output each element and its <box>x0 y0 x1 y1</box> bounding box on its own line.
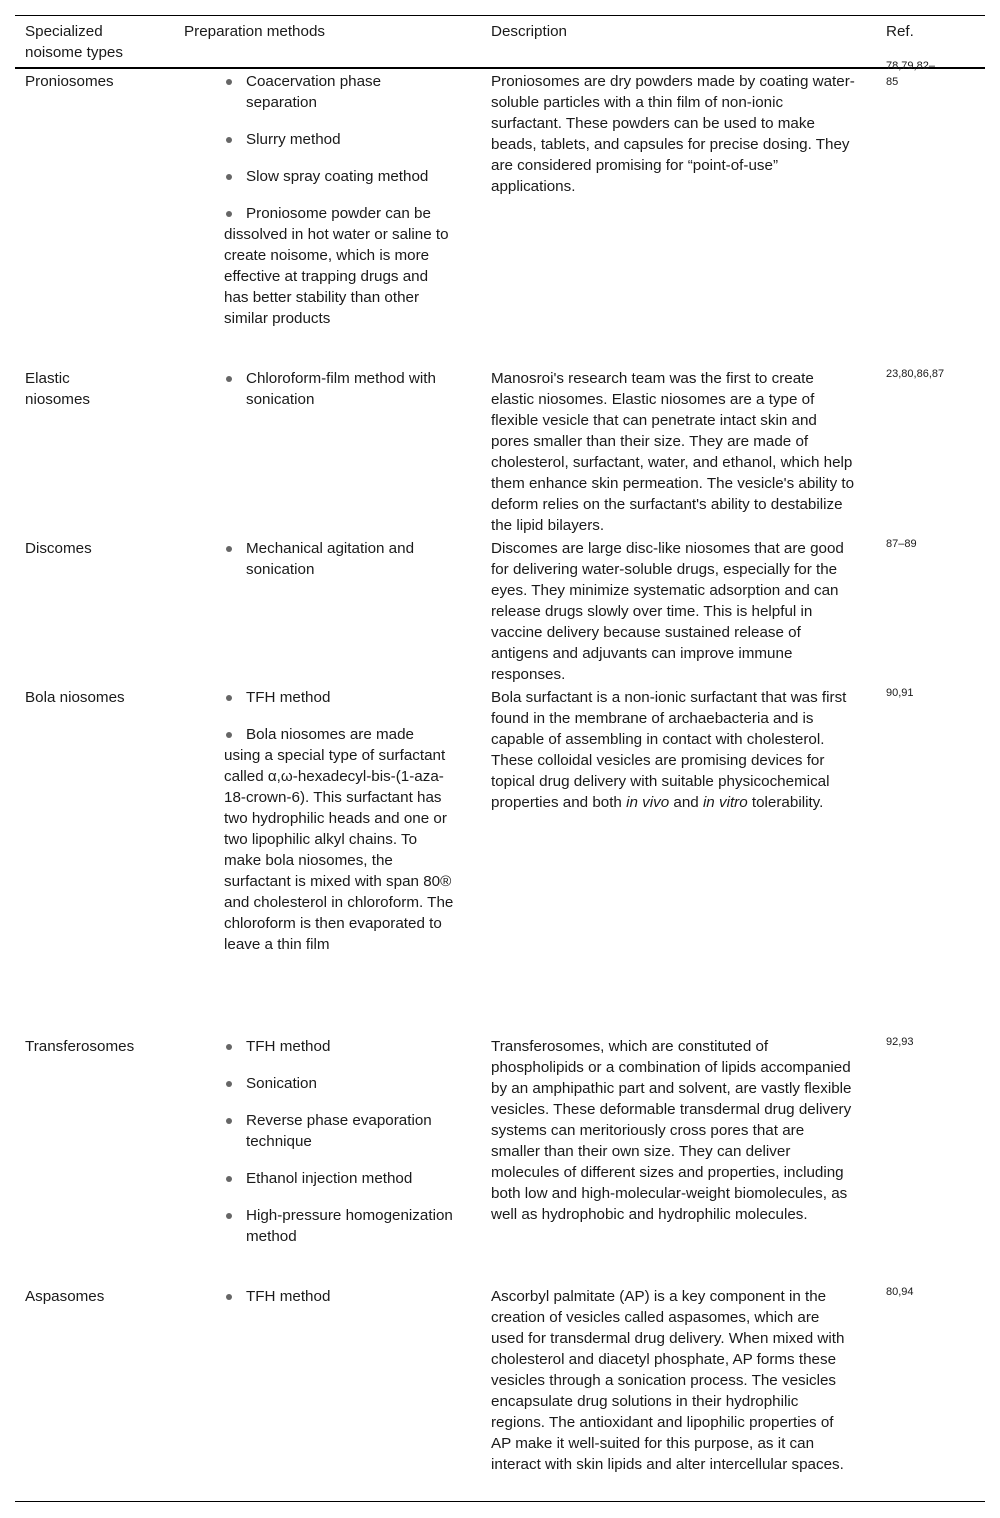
method-item: Coacervation phase separation <box>224 71 454 113</box>
row-ref: 80,94 <box>886 1286 914 1298</box>
method-item: Sonication <box>224 1073 454 1094</box>
table-header-rule <box>15 67 985 69</box>
row-ref: 23,80,86,87 <box>886 368 945 380</box>
method-item: Slow spray coating method <box>224 166 454 187</box>
method-item: Slurry method <box>224 129 454 150</box>
bullet-icon <box>226 1176 232 1182</box>
bullet-icon <box>226 695 232 701</box>
row-methods <box>224 538 454 580</box>
table-top-rule <box>15 15 985 16</box>
method-item: Reverse phase evaporation technique <box>224 1110 454 1152</box>
bullet-icon <box>226 1044 232 1050</box>
header-type: Specialized noisome types <box>25 23 123 61</box>
bullet-icon <box>226 174 232 180</box>
method-item: TFH method <box>224 1036 454 1057</box>
row-description: Transferosomes, which are constituted of phospholipids or a combination of lipids accompanied by an amphipathic part and solvent, are vastly flexible vesicles. These deformable transdermal drug delivery systems can meritoriously cross pores that are smaller than their own size. They can deliver molecules of different sizes and properties, including both low and high-molecular-weight biomolecules, as well as hydrophobic and hydrophilic molecules. <box>491 1038 852 1223</box>
row-methods <box>224 368 454 410</box>
bullet-icon <box>226 211 232 217</box>
header-methods: Preparation methods <box>184 23 325 40</box>
row-type: Proniosomes <box>25 73 114 90</box>
method-item: Proniosome powder can be dissolved in hot water or saline to create noisome, which is more effective at trapping drugs and has better stability than other similar products <box>224 205 449 327</box>
bullet-icon <box>226 1118 232 1124</box>
table-bottom-rule <box>15 1501 985 1502</box>
method-item: TFH method <box>224 687 454 708</box>
method-item: Chloroform-film method with sonication <box>224 368 454 410</box>
row-type: Discomes <box>25 540 92 557</box>
row-methods <box>224 1036 454 1247</box>
row-type: Elastic niosomes <box>25 370 90 408</box>
row-type: Aspasomes <box>25 1288 105 1305</box>
bullet-icon <box>226 79 232 85</box>
row-ref: 92,93 <box>886 1036 914 1048</box>
method-item: Mechanical agitation and sonication <box>224 538 454 580</box>
row-methods <box>224 1286 454 1307</box>
method-item: Ethanol injection method <box>224 1168 454 1189</box>
bullet-icon <box>226 376 232 382</box>
row-type: Transferosomes <box>25 1038 135 1055</box>
header-ref: Ref. <box>886 23 914 40</box>
bullet-icon <box>226 1213 232 1219</box>
row-description: Discomes are large disc-like niosomes that are good for delivering water-soluble drugs, especially for the eyes. They minimize systematic adsorption and can release drugs slowly over time. This is helpful in vaccine delivery because sustained release of antigens and adjuvants can improve immune responses. <box>491 540 844 683</box>
header-description: Description <box>491 23 567 40</box>
row-description: Manosroi's research team was the first to create elastic niosomes. Elastic niosomes are a type of flexible vesicle that can penetrate intact skin and pores smaller than their size. They are made of cholesterol, surfactant, water, and ethanol, which help them enhance skin permeation. The vesicle's ability to deform relies on the surfactant's ability to destabilize the lipid bilayers. <box>491 370 855 534</box>
row-ref: 78,79,82–85 <box>886 60 935 88</box>
bullet-icon <box>226 137 232 143</box>
bullet-icon <box>226 546 232 552</box>
method-item: Bola niosomes are made using a special type of surfactant called α,ω-hexadecyl-bis-(1-aza-18-crown-6). This surfactant has two hydrophilic heads and one or two lipophilic alkyl chains. To make bola niosomes, the surfactant is mixed with span 80® and cholesterol in chloroform. The chloroform is then evaporated to leave a thin film <box>224 726 454 953</box>
row-description: Proniosomes are dry powders made by coating water-soluble particles with a thin film of non-ionic surfactant. These powders can be used to make beads, tablets, and capsules for precise dosing. They are considered promising for “point-of-use” applications. <box>491 73 855 195</box>
bullet-icon <box>226 732 232 738</box>
method-item: TFH method <box>224 1286 454 1307</box>
row-methods <box>224 687 454 955</box>
bullet-icon <box>226 1081 232 1087</box>
row-ref: 90,91 <box>886 687 914 699</box>
row-type: Bola niosomes <box>25 689 125 706</box>
bullet-icon <box>226 1294 232 1300</box>
row-description: Bola surfactant is a non-ionic surfactant that was first found in the membrane of archaebacteria and is capable of assembling in contact with cholesterol. These colloidal vesicles are promising devices for topical drug delivery with suitable physicochemical properties and both in vivo and in vitro tolerability. <box>491 689 847 811</box>
row-ref: 87–89 <box>886 538 917 550</box>
method-item: High-pressure homogenization method <box>224 1205 454 1247</box>
row-description: Ascorbyl palmitate (AP) is a key component in the creation of vesicles called aspasomes, which are used for transdermal drug delivery. When mixed with cholesterol and diacetyl phosphate, AP forms these vesicles through a sonication process. The vesicles encapsulate drug solutions in their hydrophilic regions. The antioxidant and lipophilic properties of AP make it well-suited for this purpose, as it can interact with skin lipids and alter intercellular spaces. <box>491 1288 845 1473</box>
row-methods <box>224 71 454 329</box>
